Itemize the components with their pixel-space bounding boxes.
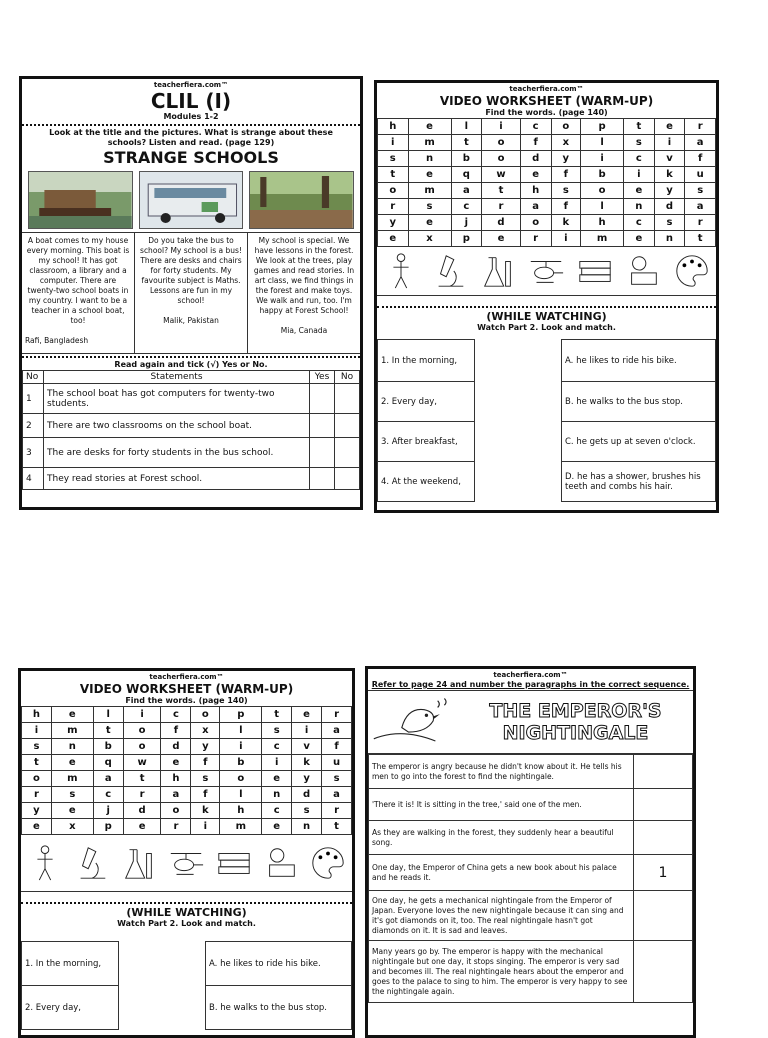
grid-letter[interactable]: d xyxy=(123,803,161,819)
paragraph-text: One day, he gets a mechanical nightingale from the Emperor of Japan. Everyone loves the new nightingale because it can sing and it's got diamonds on it, too. The real nightingale hasn't got diamonds on it. It is sad and leaves. xyxy=(369,891,634,941)
grid-letter[interactable]: y xyxy=(378,215,409,231)
find-words: Find the words. (page 140) xyxy=(125,696,248,705)
text-malik-name: Malik, Pakistan xyxy=(163,316,219,325)
grid-letter[interactable]: o xyxy=(191,707,220,723)
paragraph-number-box[interactable] xyxy=(634,891,693,941)
grid-letter[interactable]: o xyxy=(22,771,52,787)
grid-letter[interactable]: v xyxy=(654,151,685,167)
grid-letter[interactable]: r xyxy=(685,215,716,231)
scientist-icon xyxy=(624,252,662,290)
grid-letter[interactable]: v xyxy=(292,739,322,755)
divider xyxy=(21,902,352,904)
grid-letter[interactable]: e xyxy=(408,167,451,183)
grid-letter[interactable]: a xyxy=(685,135,716,151)
text-mia xyxy=(248,233,360,353)
grid-row xyxy=(22,755,352,771)
divider xyxy=(377,306,716,308)
grid-letter[interactable]: s xyxy=(191,771,220,787)
grid-letter[interactable]: i xyxy=(654,135,685,151)
row-statement: There are two classrooms on the school boat. xyxy=(44,414,310,438)
grid-letter[interactable]: f xyxy=(551,199,581,215)
watch-instruction: Watch Part 2. Look and match. xyxy=(117,919,256,928)
grid-letter[interactable]: h xyxy=(161,771,191,787)
grid-letter[interactable]: o xyxy=(378,183,409,199)
grid-letter[interactable]: t xyxy=(93,723,123,739)
match-right[interactable]: A. he likes to ride his bike. xyxy=(206,942,352,986)
grid-letter[interactable]: l xyxy=(451,119,482,135)
paragraph-text: Many years go by. The emperor is happy with the mechanical nightingale but one day, it stops singing. The emperor is very sad and becomes ill. The real nightingale hears about the emperor and goes to the palace to sing to him. The emperor is very happy to see the nightingale again. xyxy=(369,941,634,1003)
grid-letter[interactable]: t xyxy=(262,707,292,723)
grid-row xyxy=(22,803,352,819)
row-statement: The are desks for forty students in the bus school. xyxy=(44,438,310,468)
grid-letter[interactable]: s xyxy=(654,215,685,231)
grid-letter[interactable]: l xyxy=(581,199,624,215)
paragraph-number-box[interactable] xyxy=(634,941,693,1003)
grid-letter[interactable]: e xyxy=(123,819,161,835)
table-row xyxy=(369,755,693,789)
flask-icon xyxy=(479,252,517,290)
grid-letter[interactable]: o xyxy=(220,771,262,787)
table-row xyxy=(23,438,360,468)
grid-letter[interactable]: s xyxy=(408,199,451,215)
bus-school-photo xyxy=(139,171,244,229)
grid-letter[interactable]: t xyxy=(378,167,409,183)
grid-letter[interactable]: a xyxy=(161,787,191,803)
grid-letter[interactable]: c xyxy=(161,707,191,723)
skeleton-icon xyxy=(26,844,64,882)
grid-letter[interactable]: s xyxy=(51,787,93,803)
grid-row xyxy=(378,135,716,151)
grid-letter[interactable]: d xyxy=(654,199,685,215)
find-words: Find the words. (page 140) xyxy=(485,108,608,117)
grid-letter[interactable]: o xyxy=(520,215,551,231)
strange-schools-heading: STRANGE SCHOOLS xyxy=(103,148,279,167)
grid-letter[interactable]: t xyxy=(123,771,161,787)
grid-letter[interactable]: w xyxy=(123,755,161,771)
grid-letter[interactable]: t xyxy=(322,819,352,835)
grid-letter[interactable]: n xyxy=(51,739,93,755)
grid-letter[interactable]: e xyxy=(51,707,93,723)
grid-letter[interactable]: f xyxy=(191,787,220,803)
grid-letter[interactable]: c xyxy=(262,803,292,819)
match-right[interactable]: C. he gets up at seven o'clock. xyxy=(562,422,716,462)
grid-letter[interactable]: f xyxy=(191,755,220,771)
table-row xyxy=(23,468,360,490)
grid-letter[interactable]: i xyxy=(551,231,581,247)
grid-row xyxy=(22,707,352,723)
text-rafi-name: Rafi, Bangladesh xyxy=(25,336,89,345)
paragraph-text: The emperor is angry because he didn't know about it. He tells his men to go into the forest to find the nightingale. xyxy=(369,755,634,789)
grid-letter[interactable]: e xyxy=(51,803,93,819)
grid-letter[interactable]: r xyxy=(322,803,352,819)
row-number: 3 xyxy=(23,438,44,468)
text-malik-body: Do you take the bus to school? My school is a bus! There are desks and chairs for forty students. My favourite subject is Maths. Lessons are fun in my school! xyxy=(140,236,242,305)
grid-letter[interactable]: q xyxy=(451,167,482,183)
grid-letter[interactable]: i xyxy=(220,739,262,755)
flask-icon xyxy=(120,844,158,882)
grid-letter[interactable]: e xyxy=(262,819,292,835)
video-worksheet-bottom xyxy=(18,668,355,1038)
grid-letter[interactable]: a xyxy=(322,787,352,803)
grid-letter[interactable]: y xyxy=(292,771,322,787)
video-title: VIDEO WORKSHEET (WARM-UP) xyxy=(439,94,654,108)
grid-letter[interactable]: m xyxy=(51,723,93,739)
table-row xyxy=(23,414,360,438)
grid-letter[interactable]: r xyxy=(685,119,716,135)
grid-letter[interactable]: n xyxy=(292,819,322,835)
grid-letter[interactable]: r xyxy=(161,819,191,835)
grid-letter[interactable]: l xyxy=(581,135,624,151)
grid-row xyxy=(22,787,352,803)
grid-letter[interactable]: o xyxy=(482,151,521,167)
word-search-grid xyxy=(21,706,352,835)
grid-letter[interactable]: c xyxy=(520,119,551,135)
header-no: No xyxy=(23,371,44,384)
yes-cell[interactable] xyxy=(310,384,335,414)
grid-letter[interactable]: a xyxy=(451,183,482,199)
grid-row xyxy=(22,819,352,835)
grid-letter[interactable]: e xyxy=(482,231,521,247)
grid-letter[interactable]: i xyxy=(292,723,322,739)
grid-letter[interactable]: e xyxy=(378,231,409,247)
grid-letter[interactable]: x xyxy=(191,723,220,739)
scientist-icon xyxy=(262,844,300,882)
table-row xyxy=(369,891,693,941)
grid-letter[interactable]: n xyxy=(654,231,685,247)
grid-letter[interactable]: k xyxy=(654,167,685,183)
grid-letter[interactable]: e xyxy=(654,119,685,135)
row-number: 4 xyxy=(23,468,44,490)
grid-letter[interactable]: r xyxy=(322,707,352,723)
grid-letter[interactable]: x xyxy=(51,819,93,835)
grid-letter[interactable]: c xyxy=(93,787,123,803)
grid-letter[interactable]: d xyxy=(292,787,322,803)
paragraph-number-box[interactable] xyxy=(634,755,693,789)
grid-row xyxy=(378,151,716,167)
match-left[interactable]: 1. In the morning, xyxy=(378,340,475,382)
grid-row xyxy=(378,119,716,135)
grid-letter[interactable]: h xyxy=(220,803,262,819)
grid-letter[interactable]: s xyxy=(322,771,352,787)
grid-letter[interactable]: e xyxy=(292,707,322,723)
grid-letter[interactable]: o xyxy=(161,803,191,819)
grid-letter[interactable]: s xyxy=(378,151,409,167)
no-cell[interactable] xyxy=(335,414,360,438)
grid-row xyxy=(378,199,716,215)
grid-letter[interactable]: p xyxy=(93,819,123,835)
clil-title: CLIL (I) xyxy=(150,89,232,113)
grid-letter[interactable]: m xyxy=(408,135,451,151)
row-number: 1 xyxy=(23,384,44,414)
grid-letter[interactable]: h xyxy=(520,183,551,199)
match-left[interactable]: 2. Every day, xyxy=(22,986,119,1030)
while-watching: (WHILE WATCHING) xyxy=(126,906,247,919)
helicopter-icon xyxy=(527,252,565,290)
grid-letter[interactable]: s xyxy=(262,723,292,739)
grid-letter[interactable]: p xyxy=(220,707,262,723)
grid-letter[interactable]: e xyxy=(22,819,52,835)
grid-letter[interactable]: f xyxy=(520,135,551,151)
grid-letter[interactable]: p xyxy=(451,231,482,247)
table-row xyxy=(369,941,693,1003)
grid-letter[interactable]: h xyxy=(378,119,409,135)
paragraph-number-box[interactable]: 1 xyxy=(634,855,693,891)
grid-letter[interactable]: j xyxy=(451,215,482,231)
text-mia-body: My school is special. We have lessons in the forest. We look at the trees, play games and read stories. In art class, we find things in the forest and make toys. We walk and run, too. I'm happy at Forest School! xyxy=(253,236,355,315)
grid-letter[interactable]: n xyxy=(624,199,655,215)
divider xyxy=(22,124,360,126)
tick-instruction: Read again and tick (√) Yes or No. xyxy=(114,360,268,369)
grid-letter[interactable]: f xyxy=(161,723,191,739)
table-row xyxy=(23,384,360,414)
grid-letter[interactable]: y xyxy=(551,151,581,167)
emperor-title-line2: NIGHTINGALE xyxy=(502,722,649,744)
match-right[interactable]: B. he walks to the bus stop. xyxy=(562,382,716,422)
while-watching: (WHILE WATCHING) xyxy=(486,310,607,323)
grid-row xyxy=(378,231,716,247)
grid-letter[interactable]: c xyxy=(451,199,482,215)
grid-letter[interactable]: y xyxy=(22,803,52,819)
forest-school-photo xyxy=(249,171,354,229)
grid-letter[interactable]: o xyxy=(581,183,624,199)
paragraph-text: 'There it is! It is sitting in the tree,' said one of the men. xyxy=(369,789,634,821)
grid-row xyxy=(22,723,352,739)
grid-letter[interactable]: f xyxy=(322,739,352,755)
books-icon xyxy=(215,844,253,882)
grid-letter[interactable]: p xyxy=(581,119,624,135)
video-worksheet-top xyxy=(374,80,719,513)
helicopter-icon xyxy=(167,844,205,882)
grid-letter[interactable]: o xyxy=(482,135,521,151)
grid-letter[interactable]: t xyxy=(22,755,52,771)
grid-letter[interactable]: m xyxy=(220,819,262,835)
grid-letter[interactable]: r xyxy=(123,787,161,803)
match-left[interactable]: 4. At the weekend, xyxy=(378,462,475,502)
grid-letter[interactable]: e xyxy=(161,755,191,771)
grid-row xyxy=(378,167,716,183)
emperor-worksheet xyxy=(365,666,696,1038)
grid-letter[interactable]: b xyxy=(220,755,262,771)
grid-letter[interactable]: w xyxy=(482,167,521,183)
no-cell[interactable] xyxy=(335,384,360,414)
palette-icon xyxy=(673,252,711,290)
grid-letter[interactable]: l xyxy=(220,723,262,739)
grid-letter[interactable]: d xyxy=(482,215,521,231)
match-right[interactable]: D. he has a shower, brushes his teeth and combs his hair. xyxy=(562,462,716,502)
grid-letter[interactable]: s xyxy=(551,183,581,199)
brand-label: teacherfiera.com™ xyxy=(509,85,584,93)
grid-letter[interactable]: j xyxy=(93,803,123,819)
row-statement: They read stories at Forest school. xyxy=(44,468,310,490)
no-cell[interactable] xyxy=(335,438,360,468)
grid-letter[interactable]: i xyxy=(123,707,161,723)
nightingale-bird-icon xyxy=(368,694,458,750)
grid-letter[interactable]: t xyxy=(624,119,655,135)
grid-letter[interactable]: x xyxy=(551,135,581,151)
brand-label: teacherfiera.com™ xyxy=(149,673,224,681)
grid-letter[interactable]: i xyxy=(191,819,220,835)
emperor-title-block xyxy=(368,690,693,754)
grid-letter[interactable]: e xyxy=(520,167,551,183)
yes-cell[interactable] xyxy=(310,414,335,438)
grid-letter[interactable]: i xyxy=(624,167,655,183)
grid-letter[interactable]: i xyxy=(581,151,624,167)
watch-instruction: Watch Part 2. Look and match. xyxy=(477,323,616,332)
grid-letter[interactable]: x xyxy=(408,231,451,247)
grid-letter[interactable]: d xyxy=(161,739,191,755)
no-cell[interactable] xyxy=(335,468,360,490)
table-row xyxy=(369,821,693,855)
grid-letter[interactable]: t xyxy=(685,231,716,247)
clil-modules: Modules 1-2 xyxy=(163,112,219,121)
grid-letter[interactable]: n xyxy=(262,787,292,803)
brand-label: teacherfiera.com™ xyxy=(153,81,229,89)
grid-letter[interactable]: m xyxy=(51,771,93,787)
grid-letter[interactable]: o xyxy=(123,723,161,739)
grid-letter[interactable]: r xyxy=(520,231,551,247)
boat-school-photo xyxy=(28,171,133,229)
grid-letter[interactable]: a xyxy=(93,771,123,787)
row-number: 2 xyxy=(23,414,44,438)
grid-letter[interactable]: t xyxy=(482,183,521,199)
match-table xyxy=(21,941,352,1030)
grid-letter[interactable]: a xyxy=(685,199,716,215)
grid-letter[interactable]: s xyxy=(624,135,655,151)
grid-letter[interactable]: l xyxy=(93,707,123,723)
header-statements: Statements xyxy=(44,371,310,384)
grid-letter[interactable]: b xyxy=(451,151,482,167)
skeleton-icon xyxy=(382,252,420,290)
grid-letter[interactable]: m xyxy=(408,183,451,199)
grid-letter[interactable]: s xyxy=(22,739,52,755)
grid-letter[interactable]: s xyxy=(292,803,322,819)
microscope-icon xyxy=(73,844,111,882)
word-search-grid xyxy=(377,118,716,247)
text-rafi-body: A boat comes to my house every morning. This boat is my school! It has got classroom, a library and a computer. There are twenty-two school boats in my country. I want to be a teacher in a school boat, too! xyxy=(26,236,130,325)
grid-letter[interactable]: i xyxy=(378,135,409,151)
grid-letter[interactable]: k xyxy=(292,755,322,771)
brand-label: teacherfiera.com™ xyxy=(493,671,568,679)
grid-row xyxy=(378,215,716,231)
match-table xyxy=(377,339,716,502)
grid-letter[interactable]: e xyxy=(624,183,655,199)
grid-letter[interactable]: i xyxy=(22,723,52,739)
grid-letter[interactable]: n xyxy=(408,151,451,167)
paragraph-text: As they are walking in the forest, they suddenly hear a beautiful song. xyxy=(369,821,634,855)
header-nob: No xyxy=(335,371,360,384)
clil-instruction: Look at the title and the pictures. What is strange about these schools? Listen and read. (page 129) xyxy=(49,128,333,147)
grid-letter[interactable]: f xyxy=(551,167,581,183)
grid-letter[interactable]: a xyxy=(322,723,352,739)
table-row xyxy=(369,855,693,891)
table-row xyxy=(369,789,693,821)
grid-letter[interactable]: a xyxy=(520,199,551,215)
match-right[interactable]: B. he walks to the bus stop. xyxy=(206,986,352,1030)
grid-letter[interactable]: m xyxy=(581,231,624,247)
grid-letter[interactable]: c xyxy=(624,215,655,231)
grid-letter[interactable]: b xyxy=(93,739,123,755)
grid-row xyxy=(22,739,352,755)
grid-letter[interactable]: o xyxy=(551,119,581,135)
paragraph-text: One day, the Emperor of China gets a new book about his palace and he reads it. xyxy=(369,855,634,891)
match-left[interactable]: 3. After breakfast, xyxy=(378,422,475,462)
microscope-icon xyxy=(431,252,469,290)
grid-letter[interactable]: l xyxy=(220,787,262,803)
grid-letter[interactable]: c xyxy=(624,151,655,167)
yes-cell[interactable] xyxy=(310,468,335,490)
grid-row xyxy=(378,183,716,199)
grid-letter[interactable]: e xyxy=(624,231,655,247)
text-mia-name: Mia, Canada xyxy=(280,326,328,335)
grid-letter[interactable]: e xyxy=(262,771,292,787)
paragraph-number-box[interactable] xyxy=(634,821,693,855)
grid-letter[interactable]: h xyxy=(22,707,52,723)
grid-letter[interactable]: e xyxy=(408,119,451,135)
yes-cell[interactable] xyxy=(310,438,335,468)
grid-letter[interactable]: c xyxy=(262,739,292,755)
text-malik xyxy=(135,233,248,353)
grid-letter[interactable]: y xyxy=(654,183,685,199)
photo-row xyxy=(22,168,360,232)
emperor-title-line1: THE EMPEROR'S xyxy=(489,700,662,722)
grid-letter[interactable]: o xyxy=(123,739,161,755)
match-right[interactable]: A. he likes to ride his bike. xyxy=(562,340,716,382)
grid-letter[interactable]: t xyxy=(451,135,482,151)
grid-letter[interactable]: f xyxy=(685,151,716,167)
sequence-table xyxy=(368,754,693,1003)
grid-letter[interactable]: h xyxy=(581,215,624,231)
grid-letter[interactable]: r xyxy=(378,199,409,215)
grid-letter[interactable]: e xyxy=(408,215,451,231)
statements-table xyxy=(22,370,360,490)
grid-letter[interactable]: r xyxy=(482,199,521,215)
grid-letter[interactable]: b xyxy=(581,167,624,183)
emperor-instruction: Refer to page 24 and number the paragraphs in the correct sequence. xyxy=(371,680,690,689)
text-rafi xyxy=(22,233,135,353)
grid-letter[interactable]: k xyxy=(191,803,220,819)
icon-row xyxy=(377,247,716,296)
palette-icon xyxy=(309,844,347,882)
grid-letter[interactable]: i xyxy=(482,119,521,135)
grid-letter[interactable]: u xyxy=(685,167,716,183)
match-left[interactable]: 1. In the morning, xyxy=(22,942,119,986)
divider xyxy=(22,356,360,358)
match-left[interactable]: 2. Every day, xyxy=(378,382,475,422)
grid-row xyxy=(22,771,352,787)
grid-letter[interactable]: k xyxy=(551,215,581,231)
grid-letter[interactable]: r xyxy=(22,787,52,803)
grid-letter[interactable]: y xyxy=(191,739,220,755)
grid-letter[interactable]: d xyxy=(520,151,551,167)
grid-letter[interactable]: e xyxy=(51,755,93,771)
grid-letter[interactable]: s xyxy=(685,183,716,199)
books-icon xyxy=(576,252,614,290)
grid-letter[interactable]: u xyxy=(322,755,352,771)
grid-letter[interactable]: i xyxy=(262,755,292,771)
header-yes: Yes xyxy=(310,371,335,384)
grid-letter[interactable]: q xyxy=(93,755,123,771)
clil-worksheet xyxy=(19,76,363,510)
row-statement: The school boat has got computers for twenty-two students. xyxy=(44,384,310,414)
paragraph-number-box[interactable] xyxy=(634,789,693,821)
icon-row xyxy=(21,835,352,892)
video-title: VIDEO WORKSHEET (WARM-UP) xyxy=(79,682,294,696)
school-texts xyxy=(22,232,360,354)
